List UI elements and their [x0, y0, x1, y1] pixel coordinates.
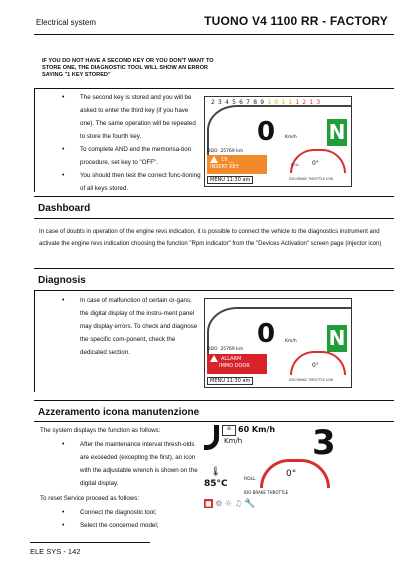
list-item: • In case of malfunction of certain or-gans, the digital display of the instru-ment panel may display errors. To check and diagnose the specific com-ponent, check the dedicated section.	[62, 294, 202, 359]
maintenance-intro: The system displays the function as follows:	[40, 427, 161, 434]
divider	[34, 290, 394, 291]
list-item: • Select the concerned model;	[62, 519, 202, 532]
list-item: • The second key is stored and you will be asked to enter the third key (if you have one). The same operation will be repeated to store the fourth key.	[62, 91, 202, 143]
model-title: TUONO V4 1100 RR - FACTORY	[204, 14, 388, 28]
divider	[34, 268, 394, 269]
status-labels: DS0 BRAKE THROTTLE LOW	[289, 177, 334, 181]
roll-label: ROLL	[244, 477, 256, 482]
divider	[34, 218, 394, 219]
music-icon: ♫	[234, 499, 242, 508]
service-red-icon: ◼	[205, 499, 212, 508]
speed-unit: Km/h	[285, 135, 297, 140]
divider	[34, 88, 394, 89]
list-item: • You should then test the correct func-tioning of all keys stored.	[62, 169, 202, 195]
engine-icon: ⚙	[215, 499, 223, 508]
gear-indicator: 3	[312, 423, 336, 463]
icon-row	[204, 499, 334, 511]
section-title: Electrical system	[36, 18, 97, 27]
speed-value: 0	[257, 117, 276, 147]
warning-icon	[210, 355, 218, 362]
page-footer: ELE SYS - 142	[30, 547, 81, 556]
instrument-display-alarm	[204, 298, 352, 388]
diagnosis-heading: Diagnosis	[38, 275, 86, 286]
maintenance-list	[62, 438, 202, 490]
lean-angle: 0°	[312, 362, 319, 369]
gear-indicator: N	[328, 120, 346, 144]
temperature-value: 85°C	[204, 479, 228, 489]
instrument-display-insert-key	[204, 96, 352, 187]
divider	[34, 88, 35, 192]
list-item: • Connect the diagnostic tool;	[62, 506, 202, 519]
speed-limit-icon: ⊘	[222, 425, 236, 436]
wrench-icon: 🔧	[244, 499, 256, 509]
diagnosis-list	[62, 294, 202, 359]
divider	[34, 421, 394, 422]
dashboard-heading: Dashboard	[38, 203, 91, 214]
speed-unit: Km/h	[224, 437, 243, 445]
rpm-arc	[204, 425, 219, 450]
maintenance-heading: Azzeramento icona manutenzione	[38, 407, 200, 418]
divider	[34, 196, 394, 197]
lamp-icon: ☼	[224, 499, 233, 508]
roll-label: ROLL	[291, 163, 300, 167]
speed-unit: Km/h	[285, 339, 297, 344]
speed-value: 0	[257, 319, 276, 349]
gear-indicator: N	[328, 326, 346, 350]
status-labels: IDO BRAKE THROTTLE	[244, 490, 289, 495]
thermometer-icon: 🌡	[210, 467, 222, 477]
warning-icon	[210, 156, 218, 163]
divider	[34, 290, 35, 392]
divider	[34, 400, 394, 401]
odometer: ODO 25769 km	[207, 347, 244, 352]
status-labels: DS0 BRAKE THROTTLE LOW	[289, 378, 334, 382]
list-item: • To complete AND end the memorisa-tion procedure, set key to "OFF".	[62, 143, 202, 169]
dashboard-text: In case of doubts in operation of the engine revs indication, it is possible to connect the vehicle to the diagnostics instrument and activate the engine revs indication choosing the function "Rpm indicator" from the "Devices Activation" screen page (injector icon)	[39, 229, 382, 247]
lean-angle: 0°	[286, 469, 297, 479]
menu-time: MENU 11:30 am	[207, 377, 253, 385]
rpm-scale: 2345678910111213	[211, 99, 324, 106]
key-steps-list	[62, 91, 202, 195]
menu-time: MENU 11:30 am	[207, 176, 253, 184]
odometer: ODO 25769 km	[207, 149, 244, 154]
header-rule	[34, 34, 394, 35]
instrument-display-service	[200, 423, 346, 515]
speed-readout: 60 Km/h	[238, 425, 276, 434]
reset-steps	[62, 506, 202, 532]
footer-rule	[30, 542, 150, 543]
warning-note: IF YOU DO NOT HAVE A SECOND KEY OR YOU DON'T WANT TO STORE ONE, THE DIAGNOSTIC TOOL WILL SHOW AN ERROR SAYING "1 KEY STORED"	[42, 58, 214, 78]
alert-insert-key: 19.__ INSERT KEY	[207, 155, 267, 174]
list-item: • After the maintenance interval thresh-olds are exceeded (excepting the first), an icon with the adjustable wrench is shown on the digital display.	[62, 438, 202, 490]
alert-immo: ALLARM IMMO DOOR	[207, 354, 267, 374]
reset-intro: To reset Service proceed as follows:	[40, 495, 140, 502]
lean-angle: 0°	[312, 160, 319, 167]
